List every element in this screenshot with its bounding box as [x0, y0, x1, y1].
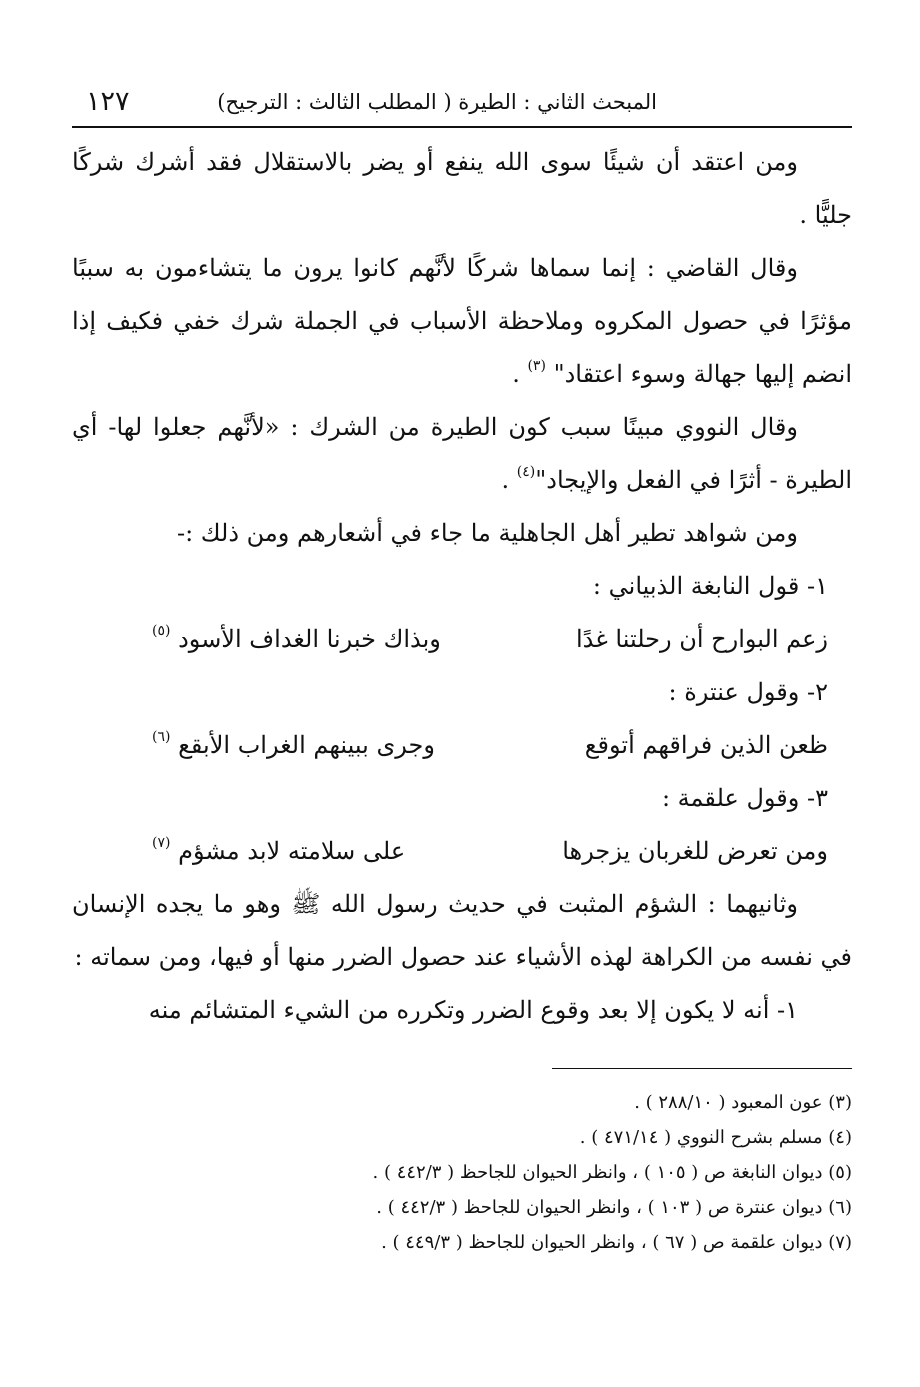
paragraph-text: وثانيهما : الشؤم المثبت في حديث رسول الله ﷺ وهو ما يجده الإنسان في نفسه من الكراهة لهذه الأشياء عند حصول الضرر منها أو فيها، ومن سماته :	[72, 890, 852, 971]
main-text	[72, 136, 852, 1037]
paragraph-text: وقال النووي مبينًا سبب كون الطيرة من الشرك : «لأنَّهم جعلوا لها- أي الطيرة - أثرًا في الفعل والإيجاد"	[72, 413, 852, 494]
footnote-ref: (٤)	[516, 464, 536, 480]
footnote-separator	[552, 1068, 852, 1069]
footnote-ref: (٧)	[152, 835, 171, 851]
poem-verse	[72, 613, 852, 666]
footnotes	[72, 1085, 852, 1260]
footnote-item: (٣) عون المعبود ( ٢٨٨/١٠ ) .	[634, 1092, 852, 1113]
footnote-ref: (٣)	[527, 358, 546, 374]
page-number: ١٢٧	[86, 86, 130, 117]
paragraph-text: ومن اعتقد أن شيئًا سوى الله ينفع أو يضر بالاستقلال فقد أشرك شركًا جليًّا .	[72, 148, 852, 229]
paragraph-text: ومن شواهد تطير أهل الجاهلية ما جاء في أشعارهم ومن ذلك :-	[176, 519, 798, 547]
footnote-item: (٦) ديوان عنترة ص ( ١٠٣ ) ، وانظر الحيوان للجاحظ ( ٤٤٢/٣ ) .	[376, 1197, 852, 1218]
poem-verse	[72, 719, 852, 772]
poem-intro: ٢- وقول عنترة :	[668, 678, 828, 706]
paragraph-end: .	[512, 360, 528, 388]
paragraph	[72, 401, 852, 507]
footnote-item: (٧) ديوان علقمة ص ( ٦٧ ) ، وانظر الحيوان للجاحظ ( ٤٤٩/٣ ) .	[381, 1232, 852, 1253]
footnote-ref: (٦)	[152, 729, 171, 745]
hemistich-text: وبذاك خبرنا الغداف الأسود	[178, 625, 441, 653]
footnote-item: (٥) ديوان النابغة ص ( ١٠٥ ) ، وانظر الحيوان للجاحظ ( ٤٤٢/٣ ) .	[372, 1162, 852, 1183]
paragraph	[72, 878, 852, 984]
verse-first-hemistich: زعم البوارح أن رحلتنا غدًا	[575, 625, 828, 653]
verse-second-hemistich	[152, 825, 405, 878]
verse-second-hemistich	[152, 613, 441, 666]
running-header	[72, 86, 852, 128]
paragraph	[72, 242, 852, 401]
verse-first-hemistich: ومن تعرض للغربان يزجرها	[562, 837, 828, 865]
hemistich-text: على سلامته لابد مشؤم	[178, 837, 406, 865]
footnote-item: (٤) مسلم بشرح النووي ( ٤٧١/١٤ ) .	[579, 1127, 852, 1148]
poem-intro: ١- قول النابغة الذبياني :	[592, 572, 828, 600]
paragraph-text: وقال القاضي : إنما سماها شركًا لأنَّهم كانوا يرون ما يتشاءمون به سببًا مؤثرًا في حصول المكروه وملاحظة الأسباب في الجملة شرك خفي فكيف إذا انضم إليها جهالة وسوء اعتقاد"	[72, 254, 853, 388]
book-page	[72, 0, 852, 1387]
hemistich-text: وجرى ببينهم الغراب الأبقع	[178, 731, 435, 759]
verse-second-hemistich	[152, 719, 435, 772]
verse-first-hemistich: ظعن الذين فراقهم أتوقع	[584, 731, 828, 759]
paragraph	[72, 507, 852, 560]
poem-verse	[72, 825, 852, 878]
poem-intro: ٣- وقول علقمة :	[661, 784, 828, 812]
paragraph	[72, 136, 852, 242]
paragraph-end: .	[501, 466, 517, 494]
paragraph-text: ١- أنه لا يكون إلا بعد وقوع الضرر وتكرره من الشيء المتشائم منه	[148, 996, 798, 1024]
chapter-title: المبحث الثاني : الطيرة ( المطلب الثالث : الترجيح)	[217, 90, 657, 114]
footnote-ref: (٥)	[152, 623, 171, 639]
paragraph	[72, 984, 852, 1037]
